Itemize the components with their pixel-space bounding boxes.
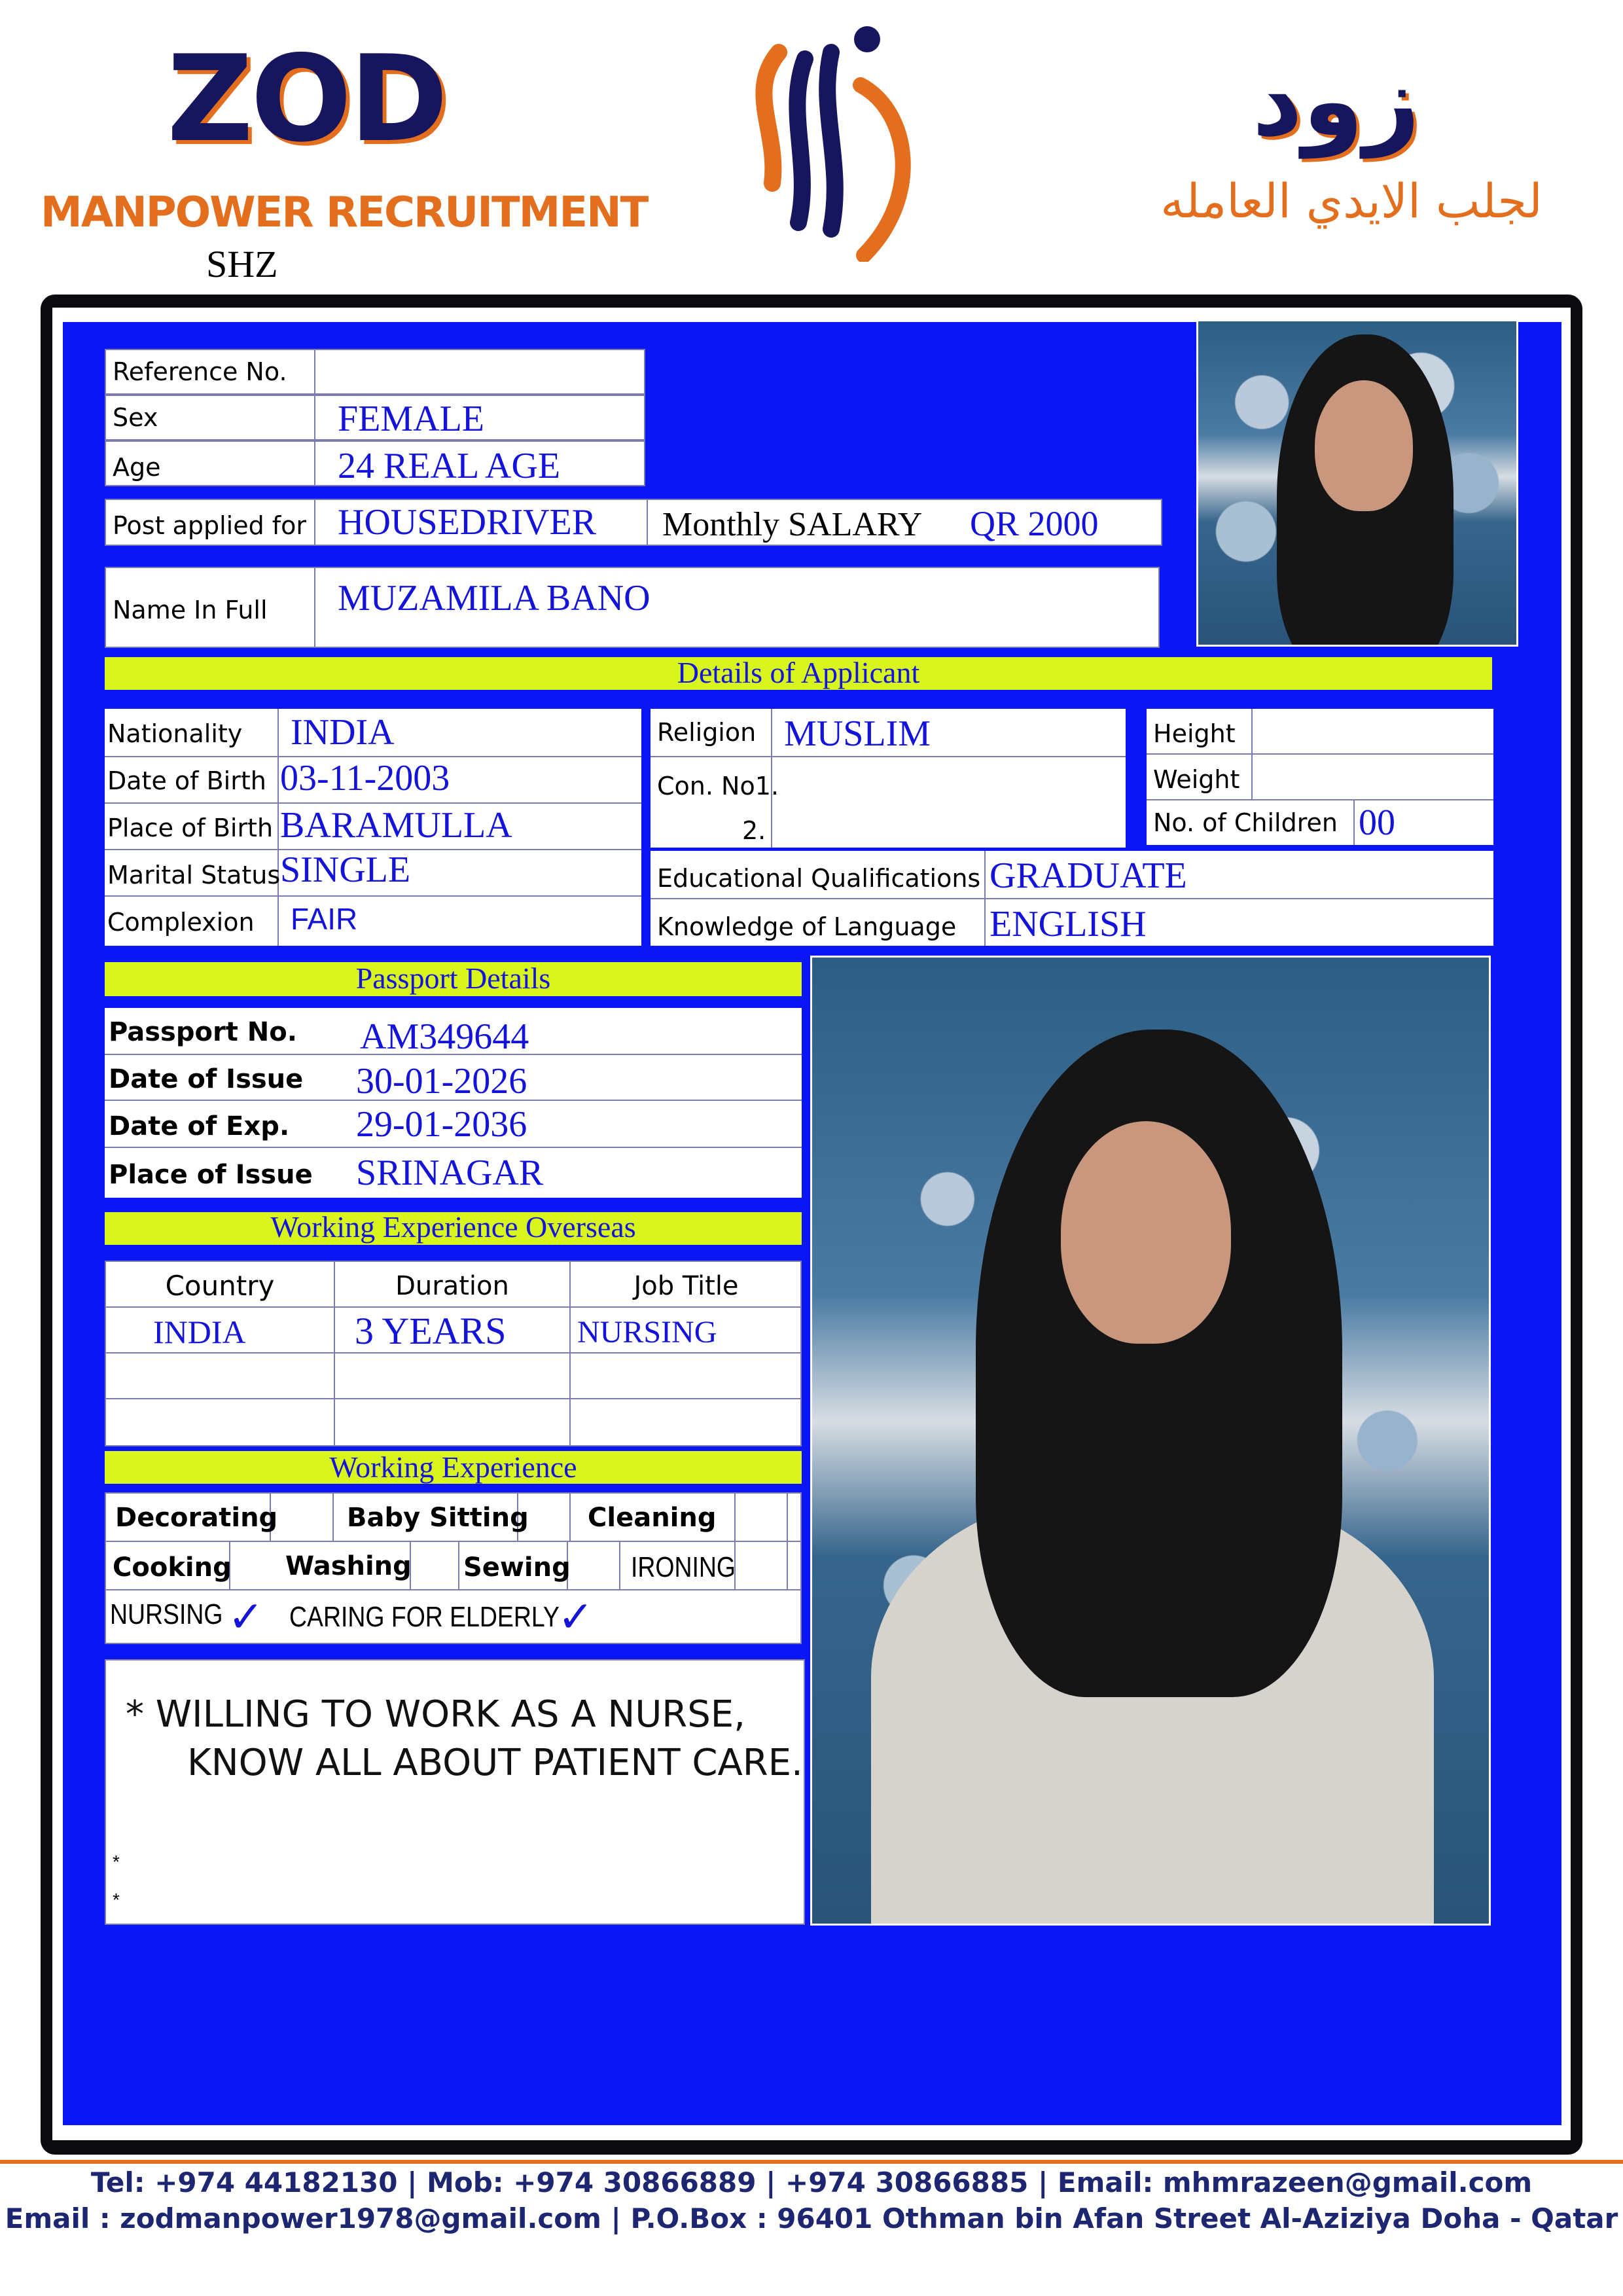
overseas-country: INDIA [153, 1314, 246, 1350]
skill-decorating: Decorating [115, 1503, 278, 1533]
remark-bullet-1: * [113, 1852, 120, 1872]
age-row [105, 440, 645, 486]
footer-contact-phones: Tel: +974 44182130 | Mob: +974 30866889 | +974 30866885 | Email: mhmrazeen@gmail.com [90, 2166, 1533, 2198]
religion-value: MUSLIM [784, 713, 931, 754]
marital-value: SINGLE [280, 850, 411, 890]
overseas-job: NURSING [577, 1315, 717, 1350]
complexion-value: FAIR [291, 902, 358, 936]
con2-label: 2. [742, 816, 766, 845]
applicant-photo-small [1196, 319, 1518, 647]
con1-label: Con. No1. [657, 772, 779, 800]
nationality-label: Nationality [107, 719, 243, 748]
name-row [105, 567, 1160, 648]
dob-value: 03-11-2003 [280, 758, 450, 798]
skill-ironing: IRONING [631, 1551, 736, 1583]
age-value: 24 REAL AGE [338, 446, 561, 486]
col-country-header: Country [165, 1270, 275, 1302]
education-label: Educational Qualifications [657, 864, 981, 893]
skill-baby-sitting: Baby Sitting [347, 1503, 529, 1533]
experience-table [105, 1492, 802, 1644]
remarks-box [105, 1659, 805, 1925]
age-label: Age [106, 442, 315, 485]
overseas-duration: 3 YEARS [355, 1310, 507, 1352]
details-title: Details of Applicant [105, 657, 1492, 694]
col-duration-header: Duration [395, 1271, 509, 1301]
issue-place-label: Place of Issue [109, 1160, 313, 1190]
applicant-photo-large [810, 956, 1491, 1926]
religion-label: Religion [657, 718, 757, 747]
skill-sewing: Sewing [463, 1552, 571, 1583]
nursing-check-icon: ✓ [228, 1592, 264, 1642]
height-label: Height [1153, 719, 1236, 748]
skill-nursing: NURSING [110, 1598, 223, 1630]
brand-subtitle-arabic: لجلب الايدي العامله [1160, 173, 1543, 228]
passport-title: Passport Details [105, 962, 802, 1000]
salary-value: QR 2000 [970, 504, 1099, 543]
exp-date-label: Date of Exp. [109, 1111, 290, 1141]
issue-date-value: 30-01-2026 [356, 1061, 527, 1102]
reference-row [105, 349, 645, 395]
post-divider [647, 500, 648, 545]
name-value: MUZAMILA BANO [338, 578, 651, 619]
sex-row [105, 395, 645, 440]
issue-date-label: Date of Issue [109, 1064, 304, 1094]
pob-label: Place of Birth [107, 814, 274, 842]
pob-value: BARAMULLA [280, 805, 512, 846]
education-table [651, 851, 1493, 946]
col-job-header: Job Title [633, 1271, 739, 1301]
language-label: Knowledge of Language [657, 912, 957, 941]
physical-table [1147, 709, 1493, 845]
remark-line-1: * WILLING TO WORK AS A NURSE, [126, 1693, 745, 1736]
children-label: No. of Children [1153, 808, 1338, 837]
language-value: ENGLISH [990, 904, 1147, 944]
personal-left-table [105, 709, 641, 946]
salary-label: Monthly SALARY [662, 506, 923, 543]
footer-contact-address: Email : zodmanpower1978@gmail.com | P.O.Box : 96401 Othman bin Afan Street Al-Aziziya Doha - Qatar [5, 2202, 1618, 2234]
children-value: 00 [1359, 802, 1395, 843]
skill-washing: Washing [285, 1551, 412, 1581]
footer-divider [0, 2160, 1623, 2164]
sex-label: Sex [106, 396, 315, 439]
complexion-label: Complexion [107, 908, 255, 937]
overseas-table [105, 1261, 802, 1446]
post-value: HOUSEDRIVER [338, 502, 597, 543]
dob-label: Date of Birth [107, 766, 266, 795]
brand-emblem-icon [733, 13, 929, 262]
passport-no-label: Passport No. [109, 1017, 297, 1047]
brand-subtitle: MANPOWER RECRUITMENT [41, 188, 648, 237]
exp-date-value: 29-01-2036 [356, 1104, 527, 1145]
reference-label: Reference No. [106, 350, 315, 393]
overseas-title: Working Experience Overseas [105, 1212, 802, 1249]
skill-cooking: Cooking [113, 1552, 232, 1583]
issue-place-value: SRINAGAR [356, 1153, 544, 1193]
reference-value [317, 350, 326, 393]
education-value: GRADUATE [990, 855, 1187, 896]
nationality-value: INDIA [291, 712, 395, 753]
weight-label: Weight [1153, 765, 1240, 794]
skill-cleaning: Cleaning [588, 1503, 717, 1533]
brand-logo: ZOD [167, 29, 446, 168]
post-label: Post applied for [106, 500, 315, 545]
brand-logo-arabic: زود [1252, 45, 1420, 158]
brand-code: SHZ [206, 243, 278, 285]
remark-line-2: KNOW ALL ABOUT PATIENT CARE. [187, 1742, 803, 1784]
marital-label: Marital Status [107, 861, 281, 889]
remark-bullet-2: * [113, 1890, 120, 1910]
religion-table [651, 709, 1126, 848]
passport-table [105, 1008, 802, 1198]
experience-title: Working Experience [105, 1451, 802, 1488]
elderly-check-icon: ✓ [558, 1592, 594, 1642]
skill-elderly: CARING FOR ELDERLY [289, 1601, 560, 1633]
passport-no-value: AM349644 [360, 1016, 529, 1057]
sex-value: FEMALE [338, 399, 484, 439]
name-label: Name In Full [106, 568, 315, 647]
post-row [105, 499, 1162, 546]
